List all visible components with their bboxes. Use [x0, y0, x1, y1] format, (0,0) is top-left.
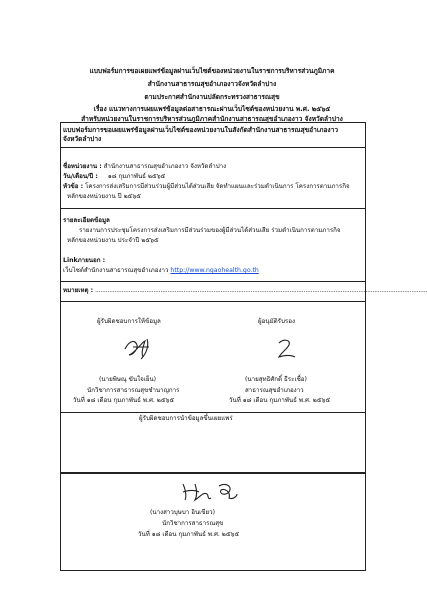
right-signer-date: วันที่ ๑๘ เดือน กุมภาพันธ์ พ.ศ. ๒๕๖๕ — [229, 397, 331, 404]
link-prefix: เว็บไซต์สำนักงานสาธารณสุขอำเภองาว — [63, 267, 169, 274]
right-signature-image — [269, 335, 303, 363]
link-label: Linkภายนอก : — [63, 257, 106, 264]
section-divider-3 — [61, 301, 365, 302]
signature-divider — [61, 412, 365, 413]
header-line-4: เรื่อง แนวทางการเผยแพร่ข้อมูลต่อสาธารณะผ่านเว็บไซต์ของหน่วยงาน พ.ศ. ๒๕๖๕ — [93, 105, 331, 113]
date-label: วัน/เดือน/ปี : — [63, 173, 98, 180]
note-dots: ............................................................................................................................................................................................ — [95, 287, 427, 294]
left-signer-date: วันที่ ๑๘ เดือน กุมภาพันธ์ พ.ศ. ๒๕๖๕ — [73, 397, 175, 404]
date-value: ๑๘ กุมภาพันธ์ ๒๕๖๕ — [107, 173, 166, 180]
left-signature-image — [119, 335, 159, 363]
section-divider-2 — [61, 281, 365, 282]
form-title — [63, 126, 363, 144]
form-title-line-1: แบบฟอร์มการขอเผยแพร่ข้อมูลผ่านเว็บไซต์ของหน่วยงานในสังกัดสำนักงานสาธารณสุขอำเภองาว — [63, 126, 339, 134]
note-row — [63, 286, 427, 296]
topic-value-2: หลักของหน่วยงาน ปี ๒๕๖๕ — [67, 193, 141, 200]
header-line-1: แบบฟอร์มการขอเผยแพร่ข้อมูลผ่านเว็บไซต์ของหน่วยงานในราชการบริหารส่วนภูมิภาค — [89, 67, 335, 75]
form-title-line-2: จังหวัดลำปาง — [63, 135, 102, 143]
left-signer-name: (นายพิษณุ ขันใจเย็น) — [99, 376, 157, 383]
form-box — [60, 122, 427, 473]
header-line-3: ตามประกาศสำนักงานปลัดกระทรวงสาธารณสุข — [144, 93, 280, 101]
right-signer-name: (นายสุทธิศักดิ์ ธีระเชื้อ) — [245, 376, 307, 383]
agency-label: ชื่อหน่วยงาน : — [63, 163, 102, 170]
bottom-signature-image — [179, 478, 239, 504]
detail-text-2: หลักของหน่วยงาน ประจำปี ๒๕๖๕ — [67, 237, 159, 244]
note-label: หมายเหตุ : — [63, 287, 94, 294]
header-line-5: สำหรับหน่วยงานในราชการบริหารส่วนภูมิภาคสำนักงานสาธารณสุขอำเภองาว จังหวัดลำปาง — [81, 115, 343, 123]
bottom-signer-position: นักวิชาการสาธารณสุข — [162, 520, 224, 527]
left-signer-role: ผู้รับผิดชอบการให้ข้อมูล — [97, 318, 161, 325]
bottom-signer-role: ผู้รับผิดชอบการนำข้อมูลขึ้นเผยแพร่ — [139, 415, 233, 422]
agency-row — [63, 162, 226, 172]
topic-row — [63, 182, 350, 192]
bottom-signer-name: (นางสาวบุษบา อินเขียว) — [150, 509, 216, 516]
detail-label: รายละเอียดข้อมูล — [63, 217, 110, 224]
title-divider — [61, 147, 365, 148]
agency-value: สำนักงานสาธารณสุขอำเภองาว จังหวัดลำปาง — [103, 163, 227, 170]
detail-text-1: รายงานการประชุมโครงการส่งเสริมการมีส่วนร่วมของผู้มีส่วนได้ส่วนเสีย ร่วมดำเนินการตามภารกิจ — [79, 227, 341, 234]
right-signer-role: ผู้อนุมัติรับรอง — [258, 318, 295, 325]
topic-label: หัวข้อ : — [63, 183, 84, 190]
bottom-signer-date: วันที่ ๑๘ เดือน กุมภาพันธ์ พ.ศ. ๒๕๖๕ — [138, 531, 240, 538]
date-row — [63, 172, 165, 182]
section-divider-1 — [61, 208, 365, 209]
link-row — [63, 266, 259, 276]
publisher-box — [60, 473, 366, 571]
right-signer-position: สาธารณสุขอำเภองาว — [245, 387, 304, 394]
left-signer-position: นักวิชาการสาธารณสุขชำนาญการ — [87, 387, 180, 394]
topic-value-1: โครงการส่งเสริมการมีส่วนร่วมผู้มีส่วนได้ส่วนเสีย จัดทำแผนและร่วมดำเนินการ โครงการตามภารกิจ — [85, 183, 350, 190]
header-line-2: สำนักงานสาธารณสุขอำเภองาวจังหวัดลำปาง — [147, 80, 277, 88]
website-link[interactable]: http://www.ngaohealth.go.th — [170, 267, 259, 274]
